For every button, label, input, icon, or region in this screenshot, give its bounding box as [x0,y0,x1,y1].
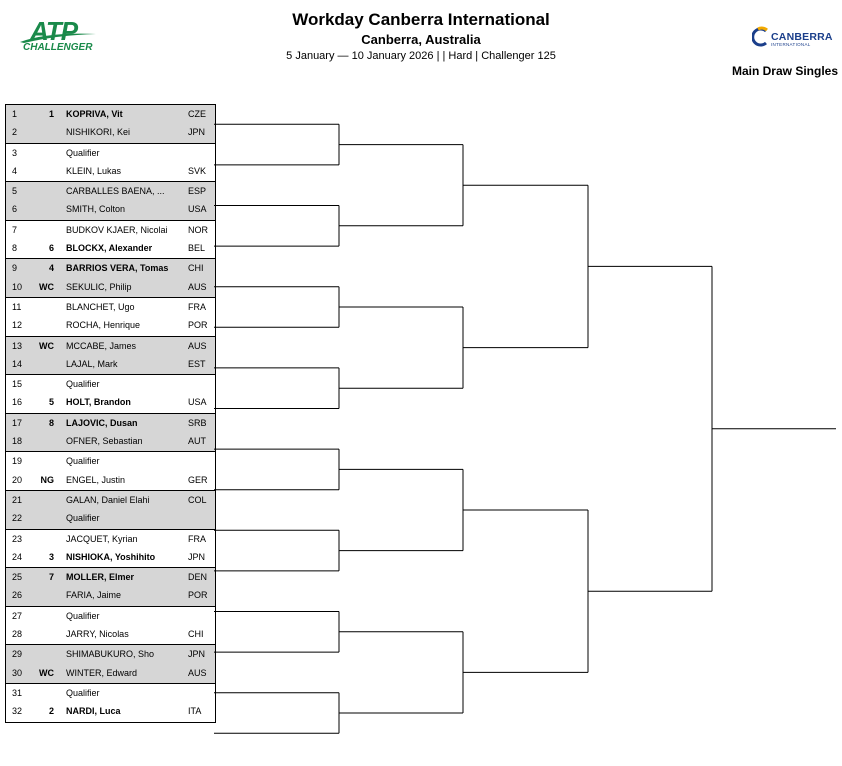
player-nationality: CZE [188,109,206,119]
entry-number: 28 [12,629,23,640]
entry-seed-tag: 4 [48,263,54,274]
entry-number: 30 [12,667,23,678]
player-name: Qualifier [66,456,100,467]
player-nationality: AUS [188,281,207,292]
entry-number: 26 [12,590,23,601]
entry-number: 16 [12,397,23,408]
player-nationality: SRB [188,417,207,428]
entry-number: 29 [12,649,23,660]
canberra-logo-sub: INTERNATIONAL [771,42,811,47]
player-name: CARBALLES BAENA, ... [66,186,165,197]
player-nationality: FRA [188,301,206,312]
player-nationality: POR [188,320,208,331]
entry-number: 11 [12,301,22,312]
player-name: SEKULIC, Philip [66,281,132,292]
player-name: ROCHA, Henrique [66,320,141,331]
entry-number: 9 [12,263,18,274]
player-nationality: BEL [188,243,206,254]
player-name: BLOCKX, Alexander [66,243,153,254]
entry-number: 10 [12,281,23,292]
player-nationality: JPN [188,649,206,660]
entry-seed-tag: 3 [48,551,54,562]
player-name: SMITH, Colton [66,204,126,215]
entry-number: 14 [12,358,23,369]
entry-number: 13 [12,340,23,351]
entry-number: 6 [12,204,18,215]
entry-seed-tag: 6 [48,243,54,254]
player-nationality: COL [188,494,207,505]
player-nationality: EST [188,358,206,369]
entry-seed-tag: 2 [48,706,54,717]
entry-seed-tag: NG [40,474,54,485]
entry-number: 24 [12,551,23,562]
entry-number: 19 [12,456,23,467]
player-nationality: SVK [188,165,207,176]
player-name: OFNER, Sebastian [66,436,143,447]
player-name: Qualifier [66,513,100,524]
entry-number: 17 [12,417,23,428]
player-nationality: JPN [188,127,206,138]
player-name: NISHIKORI, Kei [66,127,131,138]
entry-number: 5 [12,186,18,197]
entry-seed-tag: WC [39,340,54,351]
entry-seed-tag: 5 [48,397,54,408]
player-nationality: FRA [188,533,206,544]
player-name: KOPRIVA, Vit [66,109,123,119]
tournament-title: Workday Canberra International [292,10,550,29]
player-nationality: GER [188,474,208,485]
entry-number: 31 [12,687,23,698]
player-name: Qualifier [66,147,100,158]
entry-seed-tag: 1 [48,109,54,119]
player-name: WINTER, Edward [66,667,138,678]
player-name: BUDKOV KJAER, Nicolai [66,224,168,235]
player-name: NARDI, Luca [66,706,121,717]
player-name: BLANCHET, Ugo [66,301,135,312]
draw-type-label: Main Draw Singles [731,64,838,78]
player-nationality: ESP [188,186,207,197]
player-nationality: CHI [188,263,204,274]
entry-number: 4 [12,165,18,176]
player-nationality: ITA [188,706,202,717]
entry-number: 22 [12,513,23,524]
entry-number: 7 [12,224,18,235]
player-name: MOLLER, Elmer [66,572,135,583]
entry-number: 2 [12,127,18,138]
entry-number: 23 [12,533,23,544]
entry-number: 1 [12,109,18,119]
entry-seed-tag: WC [39,281,54,292]
entry-number: 27 [12,610,23,621]
player-nationality: USA [188,204,207,215]
player-name: GALAN, Daniel Elahi [66,494,150,505]
player-nationality: JPN [188,551,206,562]
player-name: JACQUET, Kyrian [66,533,138,544]
player-name: FARIA, Jaime [66,590,122,601]
player-name: KLEIN, Lukas [66,165,122,176]
entry-number: 21 [12,494,23,505]
player-nationality: USA [188,397,207,408]
entry-seed-tag: 7 [48,572,54,583]
entry-number: 32 [12,706,23,717]
player-name: Qualifier [66,687,100,698]
player-name: LAJAL, Mark [66,358,118,369]
entry-seed-tag: WC [39,667,54,678]
player-name: Qualifier [66,379,100,390]
player-name: BARRIOS VERA, Tomas [66,263,169,274]
canberra-logo-word: CANBERRA [771,31,833,43]
player-name: Qualifier [66,610,100,621]
entry-number: 12 [12,320,23,331]
entry-number: 15 [12,379,23,390]
entry-number: 20 [12,474,23,485]
player-name: ENGEL, Justin [66,474,126,485]
player-nationality: NOR [188,224,208,235]
player-nationality: DEN [188,572,208,583]
tournament-location: Canberra, Australia [361,32,481,47]
atp-logo-sub: CHALLENGER [23,42,93,53]
player-nationality: CHI [188,629,204,640]
entry-number: 18 [12,436,23,447]
player-nationality: AUS [188,667,207,678]
player-nationality: AUS [188,340,207,351]
atp-logo-word: ATP [30,16,78,46]
player-name: SHIMABUKURO, Sho [66,649,155,660]
player-name: NISHIOKA, Yoshihito [66,551,156,562]
entry-number: 8 [12,243,18,254]
player-nationality: AUT [188,436,206,447]
player-name: LAJOVIC, Dusan [66,417,138,428]
tournament-dates: 5 January — 10 January 2026 | | Hard | Challenger 125 [286,50,556,62]
player-name: HOLT, Brandon [66,397,131,408]
entry-seed-tag: 8 [48,417,54,428]
entry-number: 3 [12,147,18,158]
player-name: JARRY, Nicolas [66,629,129,640]
player-name: MCCABE, James [66,340,137,351]
entry-number: 25 [12,572,23,583]
player-nationality: POR [188,590,208,601]
